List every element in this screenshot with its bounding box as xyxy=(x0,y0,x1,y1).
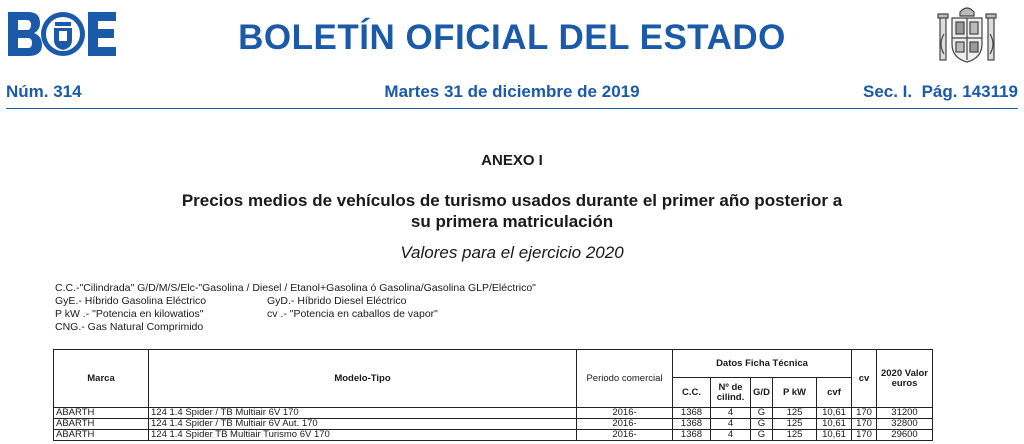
cell-modelo: 124 1.4 Spider / TB Multiair 6V 170 xyxy=(149,408,577,419)
abbreviations-legend xyxy=(55,282,536,334)
cell-pkw: 125 xyxy=(773,408,817,419)
header-marca: Marca xyxy=(54,350,149,408)
header-periodo: Periodo comercial xyxy=(577,350,673,408)
cell-periodo: 2016- xyxy=(577,430,673,441)
legend-pkw: P kW .- "Potencia en kilowatios" xyxy=(55,308,204,320)
cell-pkw: 125 xyxy=(773,419,817,430)
cell-cilindros: 4 xyxy=(711,430,751,441)
legend-cv: cv .- "Potencia en caballos de vapor" xyxy=(267,308,438,320)
heading-line-2: su primera matriculación xyxy=(410,212,614,231)
cell-valor: 32800 xyxy=(877,419,933,430)
header-divider xyxy=(6,108,1018,109)
cell-cvf: 10,61 xyxy=(817,408,852,419)
header-cv: cv xyxy=(852,350,877,408)
cell-periodo: 2016- xyxy=(577,408,673,419)
cell-gd: G xyxy=(751,419,773,430)
cell-modelo: 124 1.4 Spider / TB Multiair 6V Aut. 170 xyxy=(149,419,577,430)
cell-cc: 1368 xyxy=(673,408,711,419)
cell-cvf: 10,61 xyxy=(817,430,852,441)
legend-line-3 xyxy=(55,308,536,321)
cell-periodo: 2016- xyxy=(577,419,673,430)
cell-gd: G xyxy=(751,430,773,441)
vehicle-prices-table xyxy=(53,349,933,441)
cell-modelo: 124 1.4 Spider TB Multiair Turismo 6V 170 xyxy=(149,430,577,441)
coat-of-arms-icon xyxy=(934,4,1000,70)
table-row xyxy=(54,419,933,430)
table-row xyxy=(54,430,933,441)
header-pkw: P kW xyxy=(773,378,817,408)
publication-title: BOLETÍN OFICIAL DEL ESTADO xyxy=(238,18,786,57)
document-heading xyxy=(0,190,1024,232)
section-page xyxy=(863,82,1018,102)
header-valor: 2020 Valor euros xyxy=(877,350,933,408)
header-modelo: Modelo-Tipo xyxy=(149,350,577,408)
cell-gd: G xyxy=(751,408,773,419)
cell-cilindros: 4 xyxy=(711,419,751,430)
section-label: Sec. I. xyxy=(862,82,913,101)
legend-line-2 xyxy=(55,295,536,308)
header-cc: C.C. xyxy=(673,378,711,408)
page-number: Pág. 143119 xyxy=(921,82,1018,101)
header-datos-ficha: Datos Ficha Técnica xyxy=(673,350,852,378)
issue-date: Martes 31 de diciembre de 2019 xyxy=(384,82,640,101)
cell-cv: 170 xyxy=(852,408,877,419)
cell-marca: ABARTH xyxy=(54,408,149,419)
cell-cv: 170 xyxy=(852,419,877,430)
cell-cv: 170 xyxy=(852,430,877,441)
annex-title: ANEXO I xyxy=(481,152,543,169)
header-cvf: cvf xyxy=(817,378,852,408)
document-subtitle: Valores para el ejercicio 2020 xyxy=(400,243,624,262)
legend-line-4: CNG.- Gas Natural Comprimido xyxy=(55,321,204,333)
cell-cc: 1368 xyxy=(673,419,711,430)
heading-line-1: Precios medios de vehículos de turismo usados durante el primer año posterior a xyxy=(181,191,843,210)
legend-hybrid-gasoline: GyE.- Híbrido Gasolina Eléctrico xyxy=(55,295,207,307)
legend-hybrid-diesel: GyD.- Híbrido Diesel Eléctrico xyxy=(267,295,407,307)
cell-cvf: 10,61 xyxy=(817,419,852,430)
header-cilindros: Nº de cilind. xyxy=(711,378,751,408)
cell-valor: 31200 xyxy=(877,408,933,419)
legend-line-1: C.C.-"Cilindrada" G/D/M/S/Elc-"Gasolina / Diesel / Etanol+Gasolina ó Gasolina/Gasolina GLP/Eléctrico" xyxy=(55,282,536,294)
cell-marca: ABARTH xyxy=(54,430,149,441)
cell-pkw: 125 xyxy=(773,430,817,441)
cell-cc: 1368 xyxy=(673,430,711,441)
table-row xyxy=(54,408,933,419)
cell-valor: 29600 xyxy=(877,430,933,441)
issue-number: Núm. 314 xyxy=(6,82,82,101)
header-gd: G/D xyxy=(751,378,773,408)
cell-marca: ABARTH xyxy=(54,419,149,430)
cell-cilindros: 4 xyxy=(711,408,751,419)
